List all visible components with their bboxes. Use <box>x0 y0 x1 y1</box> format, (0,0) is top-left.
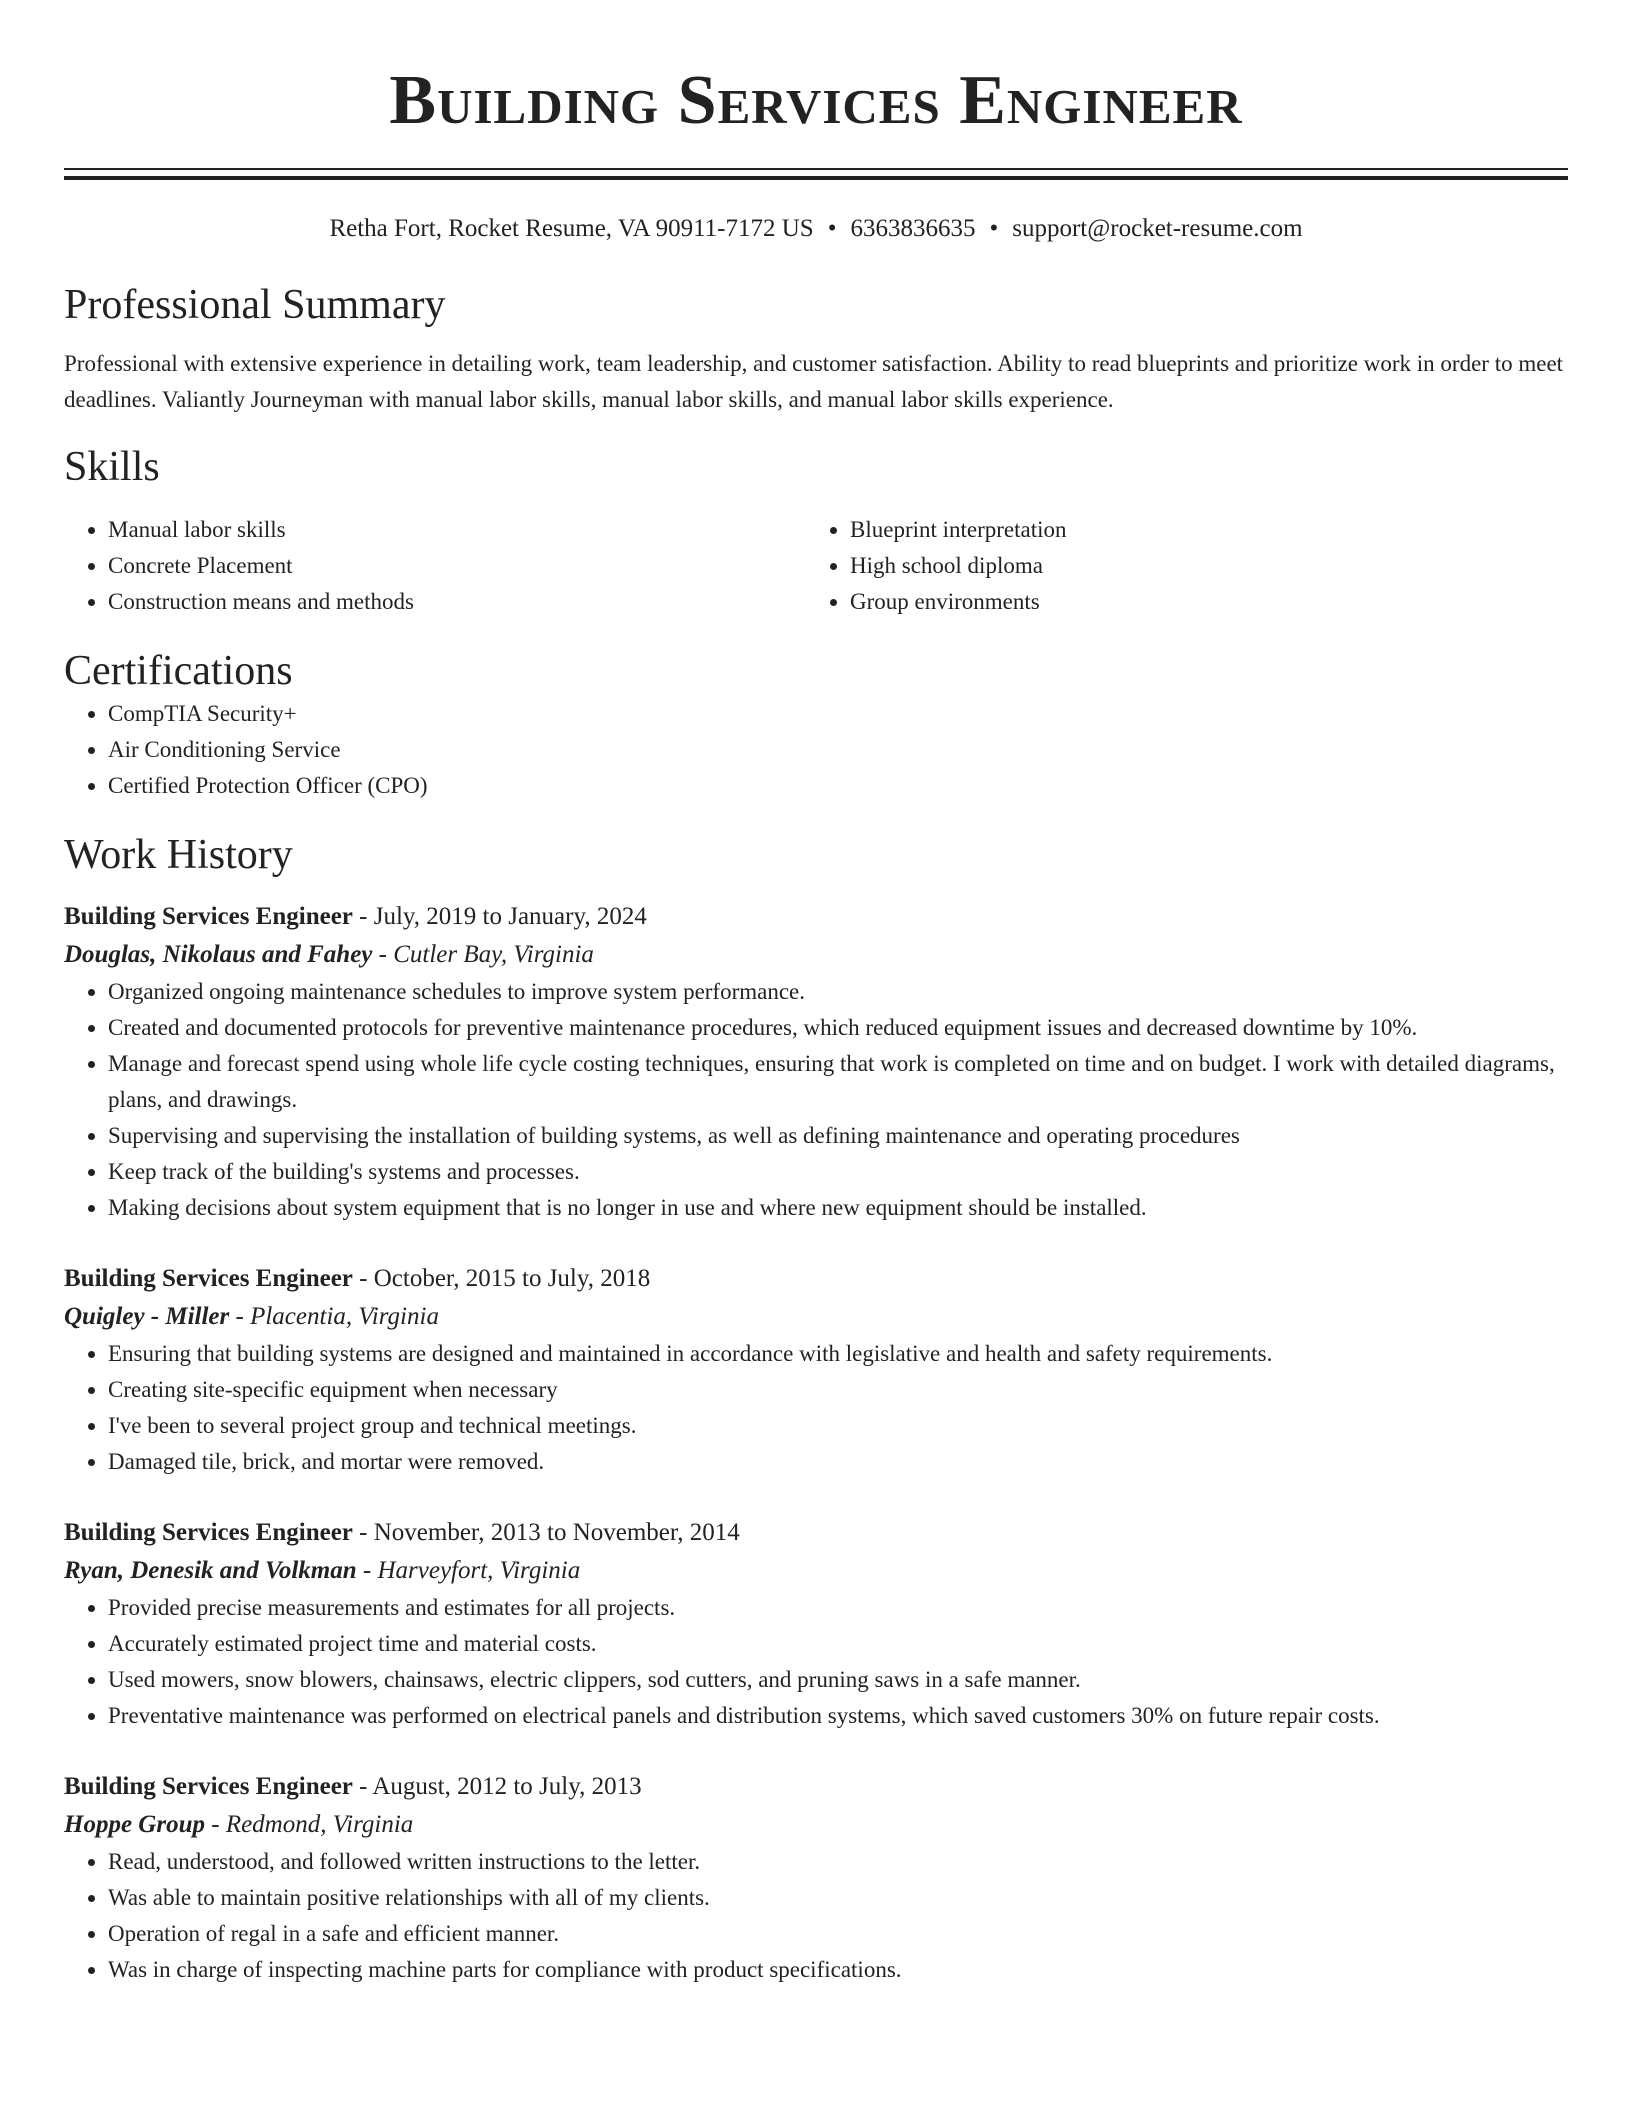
job-title-line: Building Services Engineer - July, 2019 to January, 2024 <box>64 903 647 930</box>
duty-item: • Provided precise measurements and estimates for all projects. <box>108 1590 1568 1626</box>
skill-item: • Concrete Placement <box>108 548 806 584</box>
company-location: Harveyfort, Virginia <box>377 1557 581 1584</box>
summary-text: Professional with extensive experience in detailing work, team leadership, and customer satisfaction. Ability to read blueprints and prioritize work in order to meet deadlines. Valiantly Journeyman with manual labor skills, manual labor skills, and manual labor skills experience. <box>64 351 1564 412</box>
contact-separator: • <box>989 215 999 242</box>
skills-column-left <box>64 512 806 620</box>
company-location: Placentia, Virginia <box>250 1303 439 1330</box>
certifications-heading: Certifications <box>64 648 293 694</box>
duty-item: • Accurately estimated project time and material costs. <box>108 1626 1568 1662</box>
certification-item: • Air Conditioning Service <box>108 732 1568 768</box>
skill-item: • Blueprint interpretation <box>850 512 1548 548</box>
duty-item: • Read, understood, and followed written instructions to the letter. <box>108 1844 1568 1880</box>
resume-title: Building Services Engineer <box>389 62 1243 139</box>
job-entry <box>64 1260 1568 1480</box>
contact-separator: • <box>827 215 837 242</box>
job-duties <box>64 1336 1568 1480</box>
work-history-heading: Work History <box>64 832 293 878</box>
skills-list <box>64 512 1568 620</box>
duty-item: • Manage and forecast spend using whole life cycle costing techniques, ensuring that work is completed on time and on budget. I work with detailed diagrams, plans, and drawings. <box>108 1046 1568 1118</box>
skills-heading: Skills <box>64 444 160 490</box>
contact-phone[interactable]: 6363836635 <box>850 215 976 242</box>
skills-column-right <box>806 512 1548 620</box>
job-title-line: Building Services Engineer - October, 2015 to July, 2018 <box>64 1265 651 1292</box>
job-title: Building Services Engineer <box>64 1265 353 1292</box>
contact-line <box>64 214 1568 244</box>
duty-item: • Preventative maintenance was performed on electrical panels and distribution systems, which saved customers 30% on future repair costs. <box>108 1698 1568 1734</box>
certification-item: • Certified Protection Officer (CPO) <box>108 768 1568 804</box>
duty-item: • Ensuring that building systems are designed and maintained in accordance with legislative and health and safety requirements. <box>108 1336 1568 1372</box>
company-location: Redmond, Virginia <box>225 1811 414 1838</box>
job-dates: July, 2019 to January, 2024 <box>373 903 647 930</box>
duty-item: • Making decisions about system equipment that is no longer in use and where new equipment should be installed. <box>108 1190 1568 1226</box>
job-title: Building Services Engineer <box>64 1773 353 1800</box>
duty-item: • Creating site-specific equipment when necessary <box>108 1372 1568 1408</box>
company-name: Hoppe Group <box>64 1811 205 1838</box>
summary-heading: Professional Summary <box>64 282 446 328</box>
skill-item: • Manual labor skills <box>108 512 806 548</box>
duty-item: • Was in charge of inspecting machine parts for compliance with product specifications. <box>108 1952 1568 1988</box>
company-line: Hoppe Group - Redmond, Virginia <box>64 1811 414 1838</box>
company-name: Douglas, Nikolaus and Fahey <box>64 941 373 968</box>
job-title-line: Building Services Engineer - November, 2013 to November, 2014 <box>64 1519 740 1546</box>
duty-item: • Created and documented protocols for preventive maintenance procedures, which reduced equipment issues and decreased downtime by 10%. <box>108 1010 1568 1046</box>
job-title: Building Services Engineer <box>64 1519 353 1546</box>
duty-item: • Was able to maintain positive relationships with all of my clients. <box>108 1880 1568 1916</box>
company-name: Quigley - Miller <box>64 1303 230 1330</box>
duty-item: • Operation of regal in a safe and efficient manner. <box>108 1916 1568 1952</box>
duty-item: • Damaged tile, brick, and mortar were removed. <box>108 1444 1568 1480</box>
duty-item: • Supervising and supervising the installation of building systems, as well as defining maintenance and operating procedures <box>108 1118 1568 1154</box>
job-duties <box>64 974 1568 1226</box>
divider-thick-line <box>64 176 1568 180</box>
job-dates: November, 2013 to November, 2014 <box>373 1519 740 1546</box>
divider-thin-line <box>64 168 1568 170</box>
job-title-line: Building Services Engineer - August, 2012 to July, 2013 <box>64 1773 642 1800</box>
job-title: Building Services Engineer <box>64 903 353 930</box>
job-entry <box>64 898 1568 1226</box>
title-divider <box>64 168 1568 180</box>
certification-item: • CompTIA Security+ <box>108 696 1568 732</box>
certifications-list <box>64 696 1568 804</box>
skill-item: • Construction means and methods <box>108 584 806 620</box>
job-dates: October, 2015 to July, 2018 <box>373 1265 651 1292</box>
job-duties <box>64 1590 1568 1734</box>
job-entry <box>64 1514 1568 1734</box>
duty-item: • I've been to several project group and technical meetings. <box>108 1408 1568 1444</box>
skill-item: • High school diploma <box>850 548 1548 584</box>
company-location: Cutler Bay, Virginia <box>393 941 594 968</box>
duty-item: • Organized ongoing maintenance schedules to improve system performance. <box>108 974 1568 1010</box>
company-line: Douglas, Nikolaus and Fahey - Cutler Bay, Virginia <box>64 941 594 968</box>
skill-item: • Group environments <box>850 584 1548 620</box>
contact-email[interactable]: support@rocket-resume.com <box>1012 215 1303 242</box>
job-duties <box>64 1844 1568 1988</box>
company-name: Ryan, Denesik and Volkman <box>64 1557 357 1584</box>
job-entry <box>64 1768 1568 1988</box>
company-line: Ryan, Denesik and Volkman - Harveyfort, Virginia <box>64 1557 581 1584</box>
contact-address: Retha Fort, Rocket Resume, VA 90911-7172 US <box>329 215 814 242</box>
duty-item: • Keep track of the building's systems and processes. <box>108 1154 1568 1190</box>
company-line: Quigley - Miller - Placentia, Virginia <box>64 1303 439 1330</box>
duty-item: • Used mowers, snow blowers, chainsaws, electric clippers, sod cutters, and pruning saws in a safe manner. <box>108 1662 1568 1698</box>
job-dates: August, 2012 to July, 2013 <box>372 1773 642 1800</box>
